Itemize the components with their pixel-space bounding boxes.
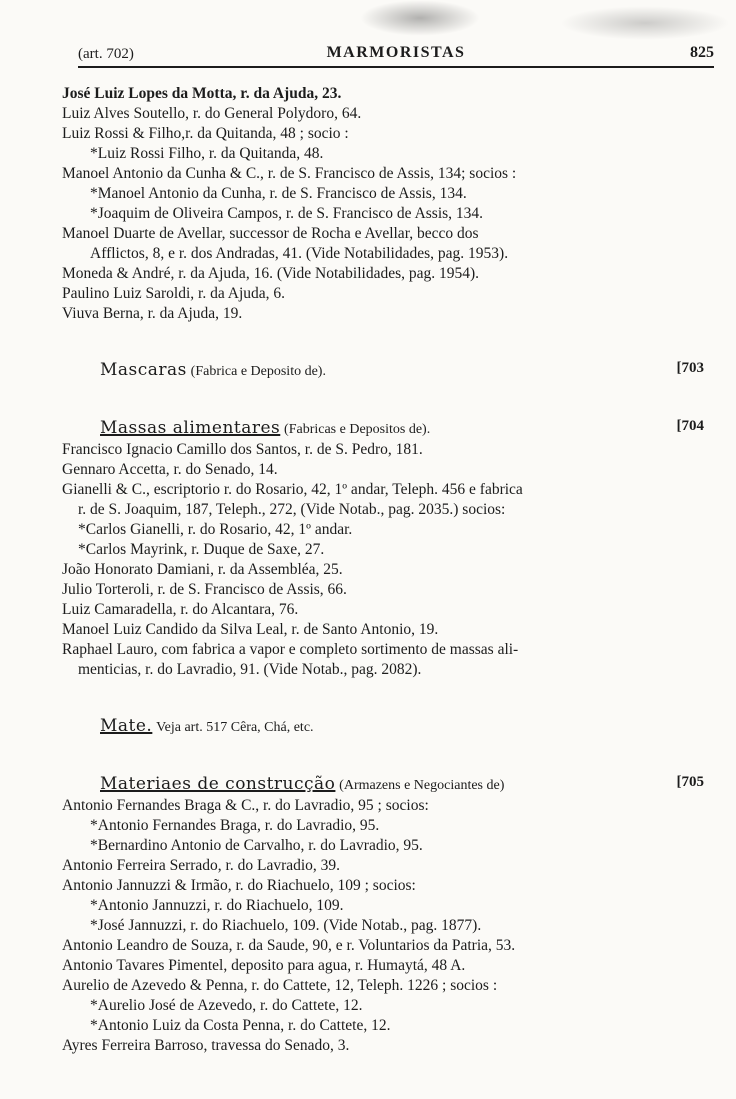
list-item: João Honorato Damiani, r. da Assembléa, 25. [62, 561, 343, 578]
list-item: José Luiz Lopes da Motta, r. da Ajuda, 23. [62, 85, 342, 102]
list-item: *Carlos Mayrink, r. Duque de Saxe, 27. [78, 541, 325, 558]
section-code: [705 [676, 774, 704, 790]
page-title: MARMORISTAS [326, 44, 466, 61]
list-item: Antonio Ferreira Serrado, r. do Lavradio, 39. [62, 857, 341, 874]
list-item: *Antonio Luiz da Costa Penna, r. do Cattete, 12. [90, 1017, 391, 1034]
ink-smudge [560, 6, 730, 40]
section-title: Mate. [100, 716, 153, 736]
list-item: Paulino Luiz Saroldi, r. da Ajuda, 6. [62, 285, 286, 302]
list-item: Moneda & André, r. da Ajuda, 16. (Vide Notabilidades, pag. 1954). [62, 265, 480, 282]
header-rule [78, 66, 714, 68]
list-item: *José Jannuzzi, r. do Riachuelo, 109. (Vide Notab., pag. 1877). [90, 917, 482, 934]
list-item: *Manoel Antonio da Cunha, r. de S. Francisco de Assis, 134. [90, 185, 467, 202]
section-massas [62, 418, 712, 440]
section-mascaras [62, 360, 712, 382]
list-item: *Joaquim de Oliveira Campos, r. de S. Francisco de Assis, 134. [90, 205, 484, 222]
ink-smudge [360, 0, 480, 36]
list-item: *Aurelio José de Azevedo, r. do Cattete, 12. [90, 997, 363, 1014]
list-item: *Bernardino Antonio de Carvalho, r. do Lavradio, 95. [90, 837, 423, 854]
page-content [62, 84, 712, 1056]
list-item: *Antonio Fernandes Braga, r. do Lavradio, 95. [90, 817, 380, 834]
section-title: Massas alimentares [100, 418, 281, 438]
list-item: Afflictos, 8, e r. dos Andradas, 41. (Vide Notabilidades, pag. 1953). [90, 245, 509, 262]
section-subtitle: (Fabricas e Depositos de). [284, 422, 431, 437]
page-number: 825 [690, 44, 714, 61]
list-item: Francisco Ignacio Camillo dos Santos, r. de S. Pedro, 181. [62, 441, 423, 458]
list-item: Manoel Luiz Candido da Silva Leal, r. de Santo Antonio, 19. [62, 621, 439, 638]
section-subtitle: (Armazens e Negociantes de) [339, 778, 505, 793]
list-item: Antonio Tavares Pimentel, deposito para agua, r. Humaytá, 48 A. [62, 957, 466, 974]
section-materiaes [62, 774, 712, 796]
section-code: [703 [676, 360, 704, 376]
page-header [78, 40, 714, 66]
section-code: [704 [676, 418, 704, 434]
list-item: menticias, r. do Lavradio, 91. (Vide Notab., pag. 2082). [78, 661, 422, 678]
list-item: Ayres Ferreira Barroso, travessa do Senado, 3. [62, 1037, 350, 1054]
list-item: Luiz Alves Soutello, r. do General Polydoro, 64. [62, 105, 362, 122]
list-item: Luiz Camaradella, r. do Alcantara, 76. [62, 601, 299, 618]
list-item: Antonio Fernandes Braga & C., r. do Lavradio, 95 ; socios: [62, 797, 429, 814]
article-reference: (art. 702) [78, 46, 134, 62]
section-mate [62, 716, 712, 738]
list-item: Aurelio de Azevedo & Penna, r. do Cattete, 12, Teleph. 1226 ; socios : [62, 977, 498, 994]
list-item: Manoel Duarte de Avellar, successor de Rocha e Avellar, becco dos [62, 225, 479, 242]
list-item: Julio Torteroli, r. de S. Francisco de Assis, 66. [62, 581, 347, 598]
list-item: Gennaro Accetta, r. do Senado, 14. [62, 461, 278, 478]
section-title: Mascaras [100, 360, 187, 380]
list-item: *Carlos Gianelli, r. do Rosario, 42, 1º andar. [78, 521, 353, 538]
list-item: *Luiz Rossi Filho, r. da Quitanda, 48. [90, 145, 324, 162]
list-item: Raphael Lauro, com fabrica a vapor e completo sortimento de massas ali- [62, 641, 519, 658]
list-item: r. de S. Joaquim, 187, Teleph., 272, (Vide Notab., pag. 2035.) socios: [78, 501, 506, 518]
list-item: Manoel Antonio da Cunha & C., r. de S. Francisco de Assis, 134; socios : [62, 165, 517, 182]
list-item: Antonio Jannuzzi & Irmão, r. do Riachuelo, 109 ; socios: [62, 877, 416, 894]
section-subtitle: (Fabrica e Deposito de). [190, 364, 326, 379]
section-subtitle: Veja art. 517 Cêra, Chá, etc. [156, 720, 314, 735]
list-item: Luiz Rossi & Filho,r. da Quitanda, 48 ; socio : [62, 125, 349, 142]
list-item: Viuva Berna, r. da Ajuda, 19. [62, 305, 243, 322]
list-item: *Antonio Jannuzzi, r. do Riachuelo, 109. [90, 897, 344, 914]
list-item: Antonio Leandro de Souza, r. da Saude, 90, e r. Voluntarios da Patria, 53. [62, 937, 516, 954]
list-item: Gianelli & C., escriptorio r. do Rosario, 42, 1º andar, Teleph. 456 e fabrica [62, 481, 523, 498]
section-title: Materiaes de construcção [100, 774, 336, 794]
